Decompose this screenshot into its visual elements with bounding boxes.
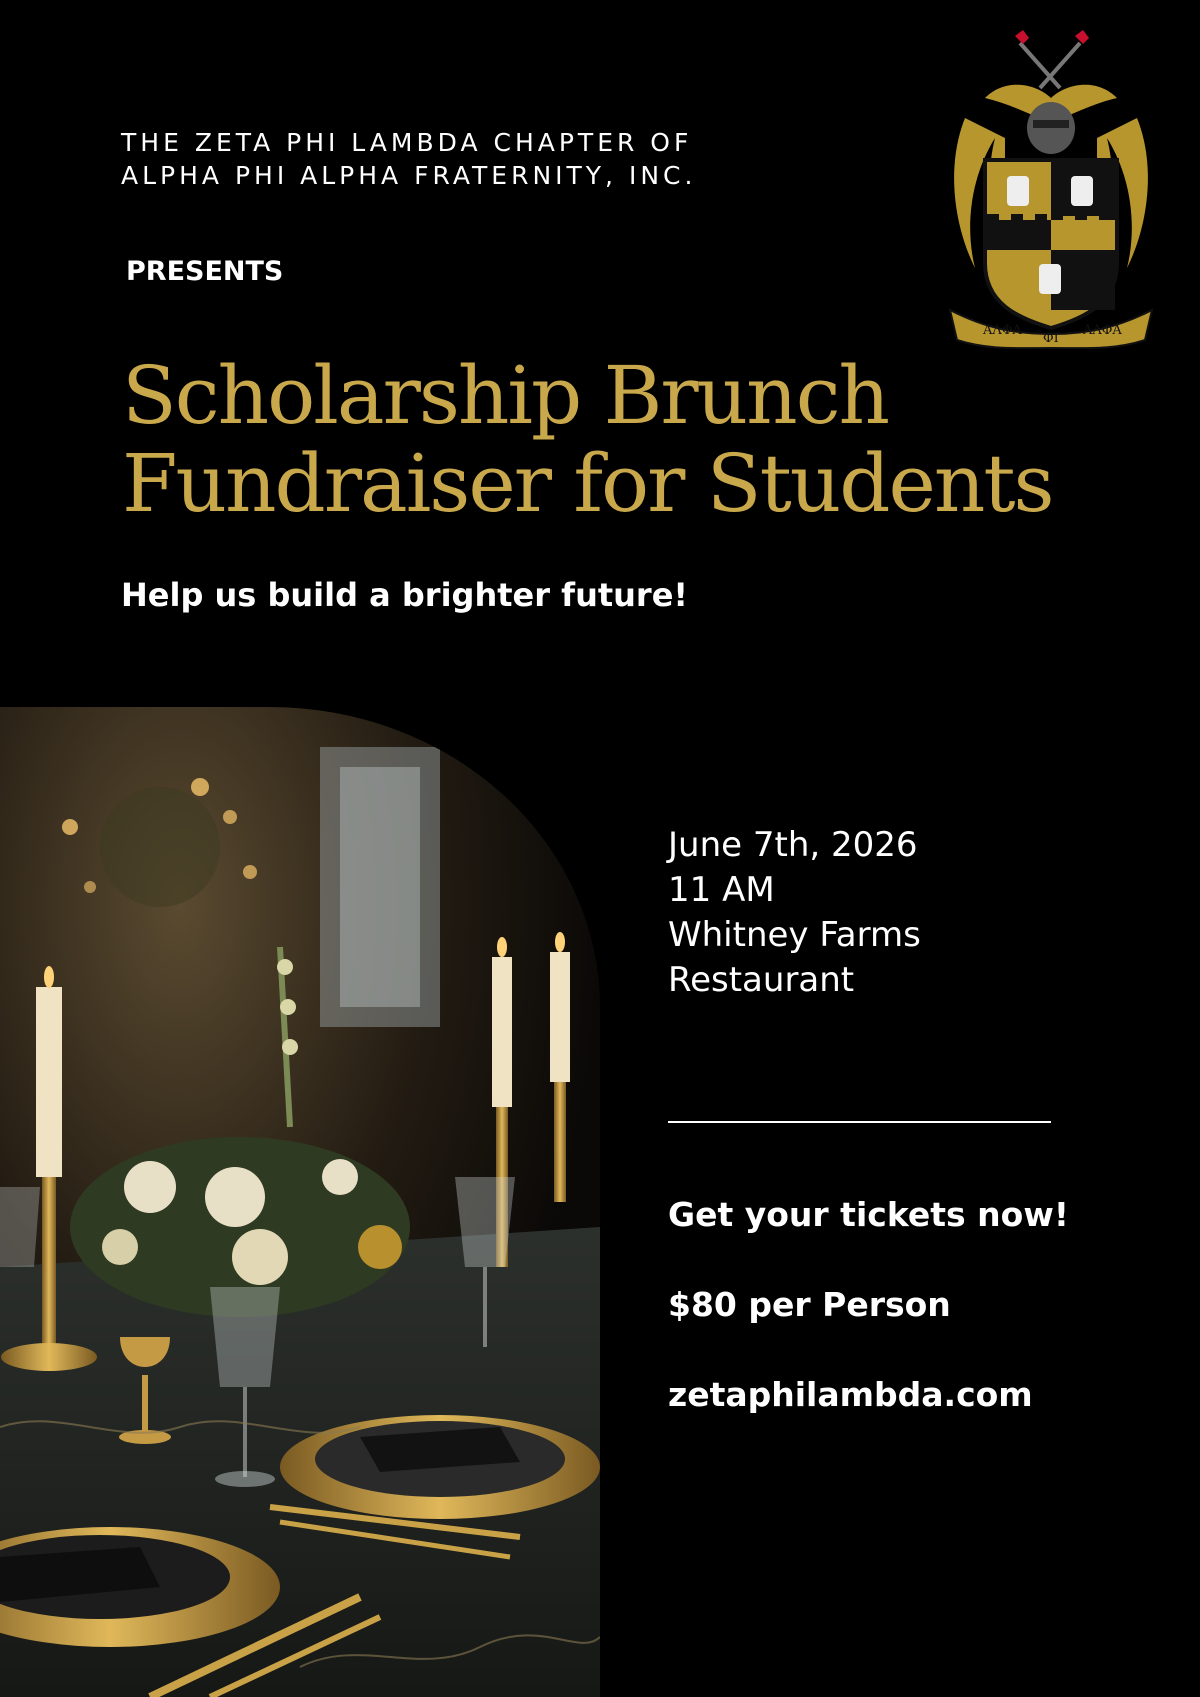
event-time: 11 AM [668,870,775,910]
organization-name [121,126,696,192]
event-details [668,823,921,1003]
tagline: Help us build a brighter future! [121,576,688,614]
motto-center: ΦΙ [1043,331,1059,346]
motto-right: ΑΛΦΑ [1083,323,1122,338]
presents-label: PRESENTS [126,256,284,287]
org-line-1: THE ZETA PHI LAMBDA CHAPTER OF [121,128,693,157]
tickets-cta: Get your tickets now! [668,1195,1069,1234]
org-line-2: ALPHA PHI ALPHA FRATERNITY, INC. [121,161,697,190]
fraternity-crest-icon [945,28,1157,350]
motto-left: ΑΛΦΑ [983,323,1022,338]
venue-line-1: Whitney Farms [668,915,921,955]
divider [668,1121,1051,1123]
event-date: June 7th, 2026 [668,825,918,865]
venue-line-2: Restaurant [668,960,855,1000]
title-line-2: Fundraiser for Students [122,437,1053,530]
event-title [122,349,1053,530]
ticket-price: $80 per Person [668,1285,951,1324]
table-setting-photo [0,707,600,1697]
title-line-1: Scholarship Brunch [122,349,889,442]
website-link[interactable]: zetaphilambda.com [668,1375,1033,1414]
